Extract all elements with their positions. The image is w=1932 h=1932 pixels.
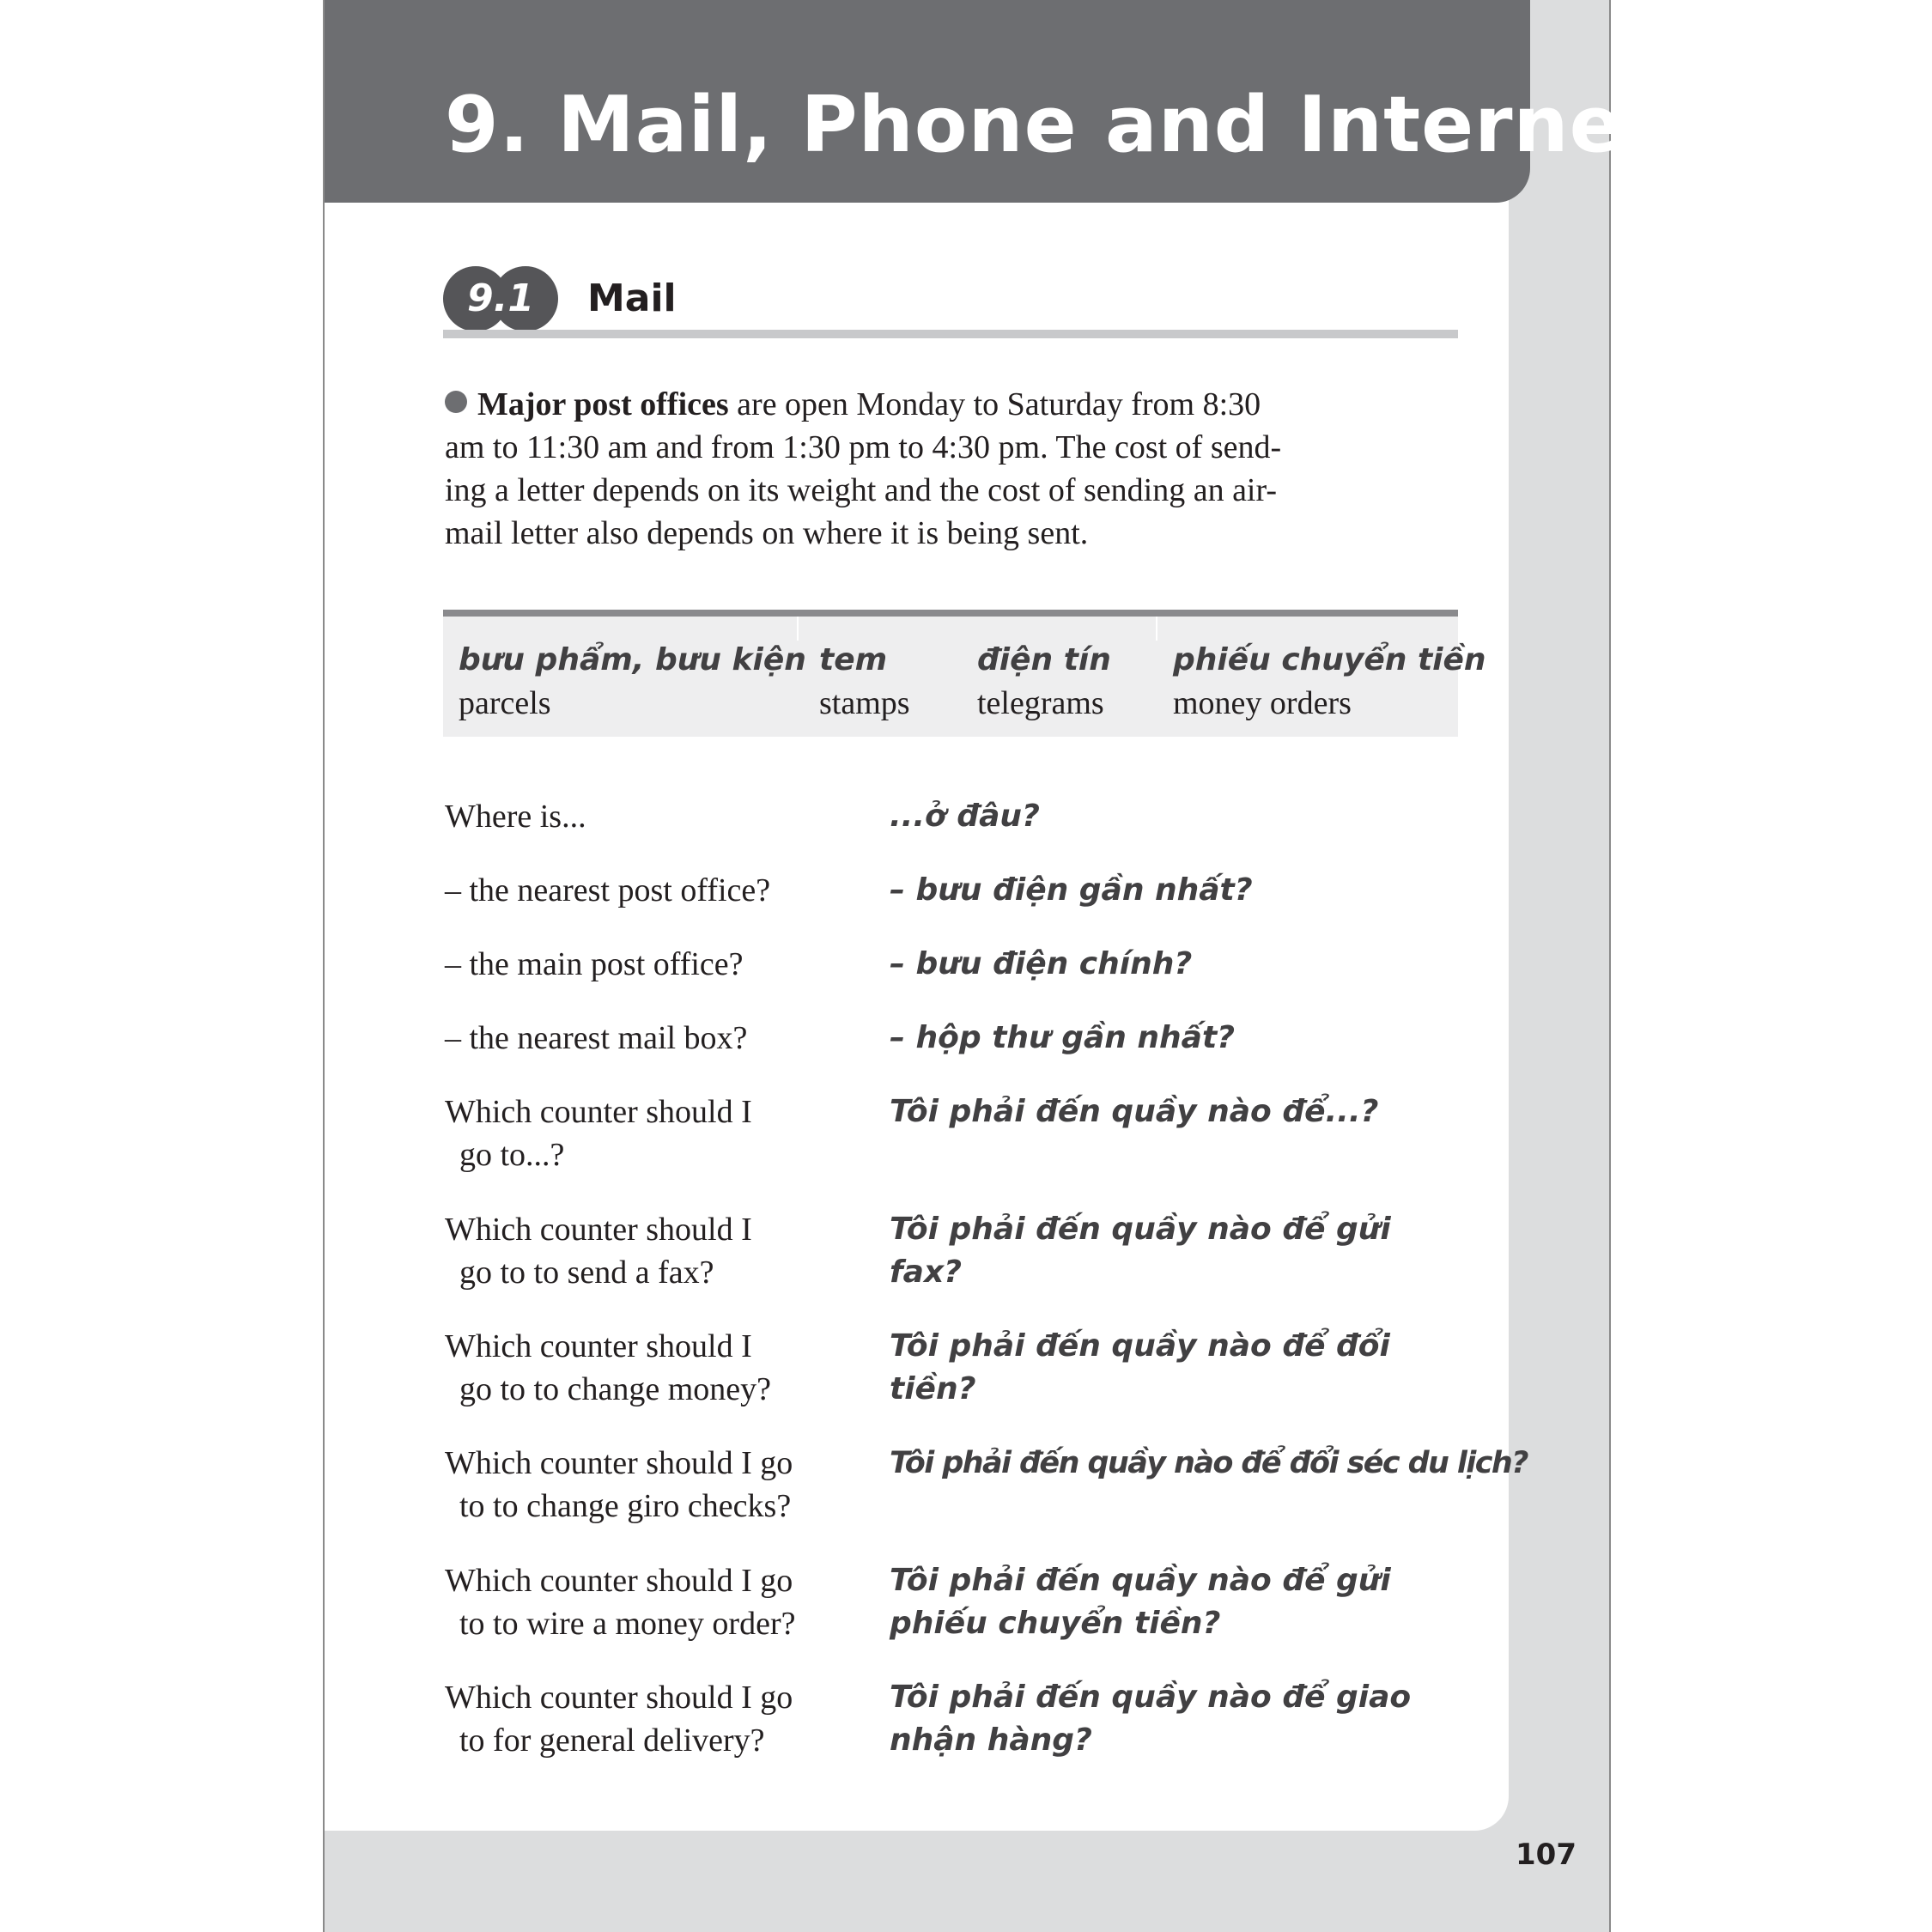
phrase-vietnamese: Tôi phải đến quầy nào để đổi tiền? (890, 1328, 1390, 1406)
phrase-english: Which counter should I go to to change money? (445, 1328, 772, 1407)
phrase-vietnamese: – bưu điện chính? (890, 946, 1193, 981)
vocab-item (977, 639, 1111, 725)
intro-bold-lead: Major post offices (477, 386, 729, 422)
intro-line-4: mail letter also depends on where it is being sent. (445, 515, 1089, 551)
phrase-vietnamese: – bưu điện gần nhất? (890, 872, 1253, 908)
phrase-vietnamese: – hộp thư gần nhất? (890, 1020, 1236, 1055)
phrase-english: Which counter should I go to for general delivery? (445, 1680, 793, 1759)
vocab-vietnamese: tem (819, 642, 888, 677)
chapter-title: 9. Mail, Phone and Internet (445, 80, 1661, 170)
vocab-vietnamese: điện tín (977, 642, 1111, 677)
vocab-item (1173, 639, 1486, 725)
vocab-item (459, 639, 806, 725)
intro-line-3: ing a letter depends on its weight and the cost of sending an air- (445, 472, 1278, 508)
phrase-english: – the nearest post office? (445, 872, 771, 908)
vocab-item (819, 639, 910, 725)
phrase-english: Where is... (445, 799, 586, 835)
phrase-english: – the nearest mail box? (445, 1020, 748, 1056)
section-number: 9.1 (467, 276, 534, 320)
phrase-english: Which counter should I go to to change giro checks? (445, 1445, 793, 1524)
phrase-vietnamese: Tôi phải đến quầy nào để đổi séc du lịch? (890, 1446, 1528, 1480)
section-rule (443, 330, 1458, 338)
vocab-vietnamese: phiếu chuyển tiền (1173, 642, 1486, 677)
phrase-vietnamese: Tôi phải đến quầy nào để gửi phiếu chuyển tiền? (890, 1563, 1391, 1641)
section-badge (443, 266, 563, 331)
vocab-english: parcels (459, 685, 551, 721)
phrase-english: Which counter should I go to to wire a money order? (445, 1563, 796, 1642)
phrase-vietnamese: Tôi phải đến quầy nào để giao nhận hàng? (890, 1680, 1412, 1758)
section-title: Mail (587, 276, 677, 320)
phrase-vietnamese: Tôi phải đến quầy nào để...? (890, 1094, 1379, 1129)
intro-line-1: are open Monday to Saturday from 8:30 (728, 386, 1261, 422)
vocab-english: money orders (1173, 685, 1352, 721)
section-heading (443, 266, 1458, 342)
vocab-english: telegrams (977, 685, 1104, 721)
phrase-vietnamese: ...ở đâu? (890, 799, 1040, 834)
vocabulary-box (443, 610, 1486, 737)
bullet-icon (445, 391, 467, 413)
phrase-vietnamese: Tôi phải đến quầy nào để gửi fax? (890, 1212, 1391, 1290)
intro-paragraph (445, 383, 1458, 555)
page-number: 107 (1516, 1838, 1577, 1872)
vocab-english: stamps (819, 685, 910, 721)
vocab-vietnamese: bưu phẩm, bưu kiện (459, 642, 806, 677)
phrase-english: Which counter should I go to to send a fax? (445, 1212, 752, 1291)
phrase-english: Which counter should I go to...? (445, 1094, 752, 1173)
intro-line-2: am to 11:30 am and from 1:30 pm to 4:30 pm. The cost of send- (445, 429, 1282, 465)
phrase-english: – the main post office? (445, 946, 744, 982)
